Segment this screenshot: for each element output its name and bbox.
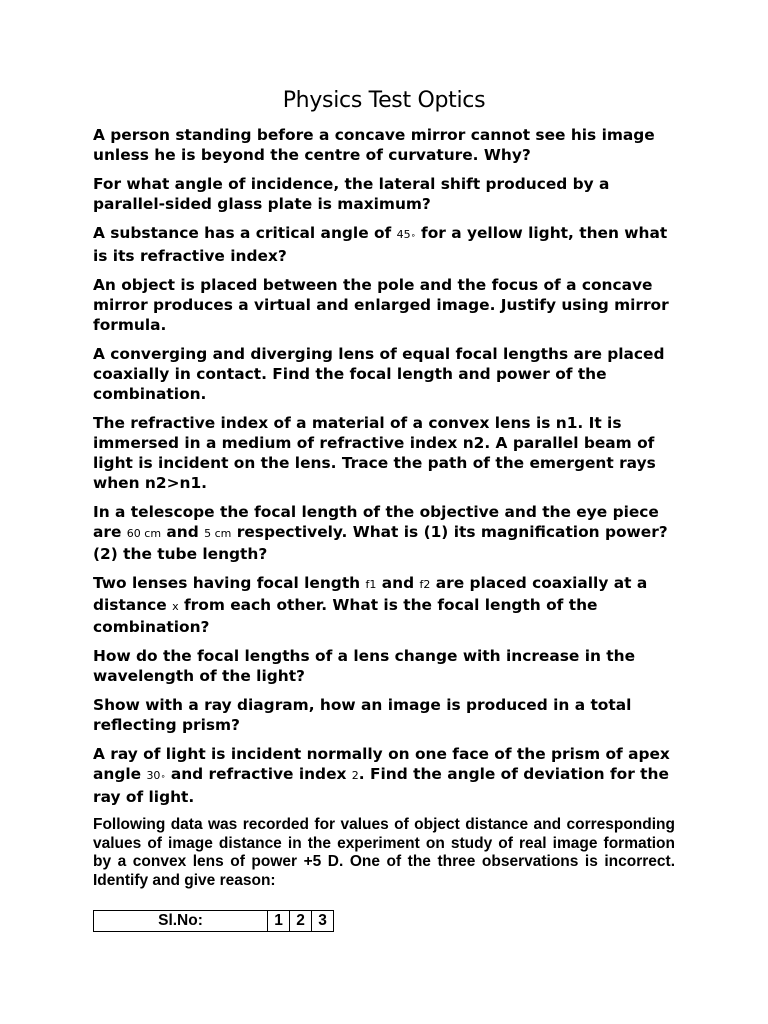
question-8-text-d: from each other. What is the focal length of the combination? <box>93 596 598 636</box>
question-5: A converging and diverging lens of equal focal lengths are placed coaxially in contact. Find the focal length and power of the combination. <box>93 345 665 403</box>
question-8-text-c: are placed coaxially at a distance <box>93 574 648 614</box>
math-60cm: 60 cm <box>126 527 162 540</box>
math-angle-45 <box>397 228 416 241</box>
question-4: An object is placed between the pole and the focus of a concave mirror produces a virtual and enlarged image. Justify using mirror formula. <box>93 276 669 334</box>
question-8-text-b: and <box>381 574 415 592</box>
math-5cm: 5 cm <box>204 527 232 540</box>
degree-symbol: ∘ <box>160 772 166 781</box>
question-6: The refractive index of a material of a convex lens is n1. It is immersed in a medium of refractive index n2. A parallel beam of light is incident on the lens. Trace the path of the emergent rays when n2>n1. <box>93 414 656 492</box>
table-row <box>94 911 334 932</box>
math-f2: f2 <box>419 578 431 591</box>
observation-table <box>93 910 334 932</box>
question-11-text-a: A ray of light is incident normally on one face of the prism of apex angle <box>93 745 670 783</box>
question-8 <box>93 573 675 637</box>
table-cell: 2 <box>290 911 312 932</box>
table-cell: 1 <box>268 911 290 932</box>
question-11 <box>93 744 675 807</box>
page-title: Physics Test Optics <box>282 88 486 113</box>
question-11-text-c: . Find the angle of deviation for the ray of light. <box>93 765 669 806</box>
math-angle-30 <box>146 769 165 782</box>
document-page <box>93 88 675 932</box>
data-paragraph: Following data was recorded for values of object distance and corresponding values of image distance in the experiment on study of real image formation by a convex lens of power +5 D. One of the three observations is incorrect. Identify and give reason: <box>93 816 675 889</box>
question-7-text-b: and <box>166 523 199 541</box>
question-7-text-c: respectively. What is (1) its magnification power? (2) the tube length? <box>93 523 668 563</box>
question-3 <box>93 223 675 266</box>
question-7-text-a: In a telescope the focal length of the objective and the eye piece are <box>93 503 659 541</box>
question-7 <box>93 502 675 564</box>
question-11-text-b: and refractive index <box>170 765 347 783</box>
table-cell: 3 <box>312 911 334 932</box>
math-x: x <box>172 600 179 613</box>
question-3-text-b: for a yellow light, then what is its refractive index? <box>93 224 668 265</box>
question-9: How do the focal lengths of a lens change with increase in the wavelength of the light? <box>93 647 636 685</box>
question-1: A person standing before a concave mirror cannot see his image unless he is beyond the centre of curvature. Why? <box>93 126 655 164</box>
math-index-2: 2 <box>351 769 359 782</box>
math-angle-30-value: 30 <box>146 769 161 782</box>
math-angle-45-value: 45 <box>396 228 411 241</box>
question-8-text-a: Two lenses having focal length <box>93 574 361 592</box>
question-2: For what angle of incidence, the lateral shift produced by a parallel-sided glass plate is maximum? <box>93 175 610 213</box>
table-header-cell: Sl.No: <box>94 911 268 932</box>
question-10: Show with a ray diagram, how an image is produced in a total reflecting prism? <box>93 696 632 734</box>
math-f1: f1 <box>365 578 377 591</box>
degree-symbol: ∘ <box>410 231 416 240</box>
question-3-text-a: A substance has a critical angle of <box>93 224 392 242</box>
